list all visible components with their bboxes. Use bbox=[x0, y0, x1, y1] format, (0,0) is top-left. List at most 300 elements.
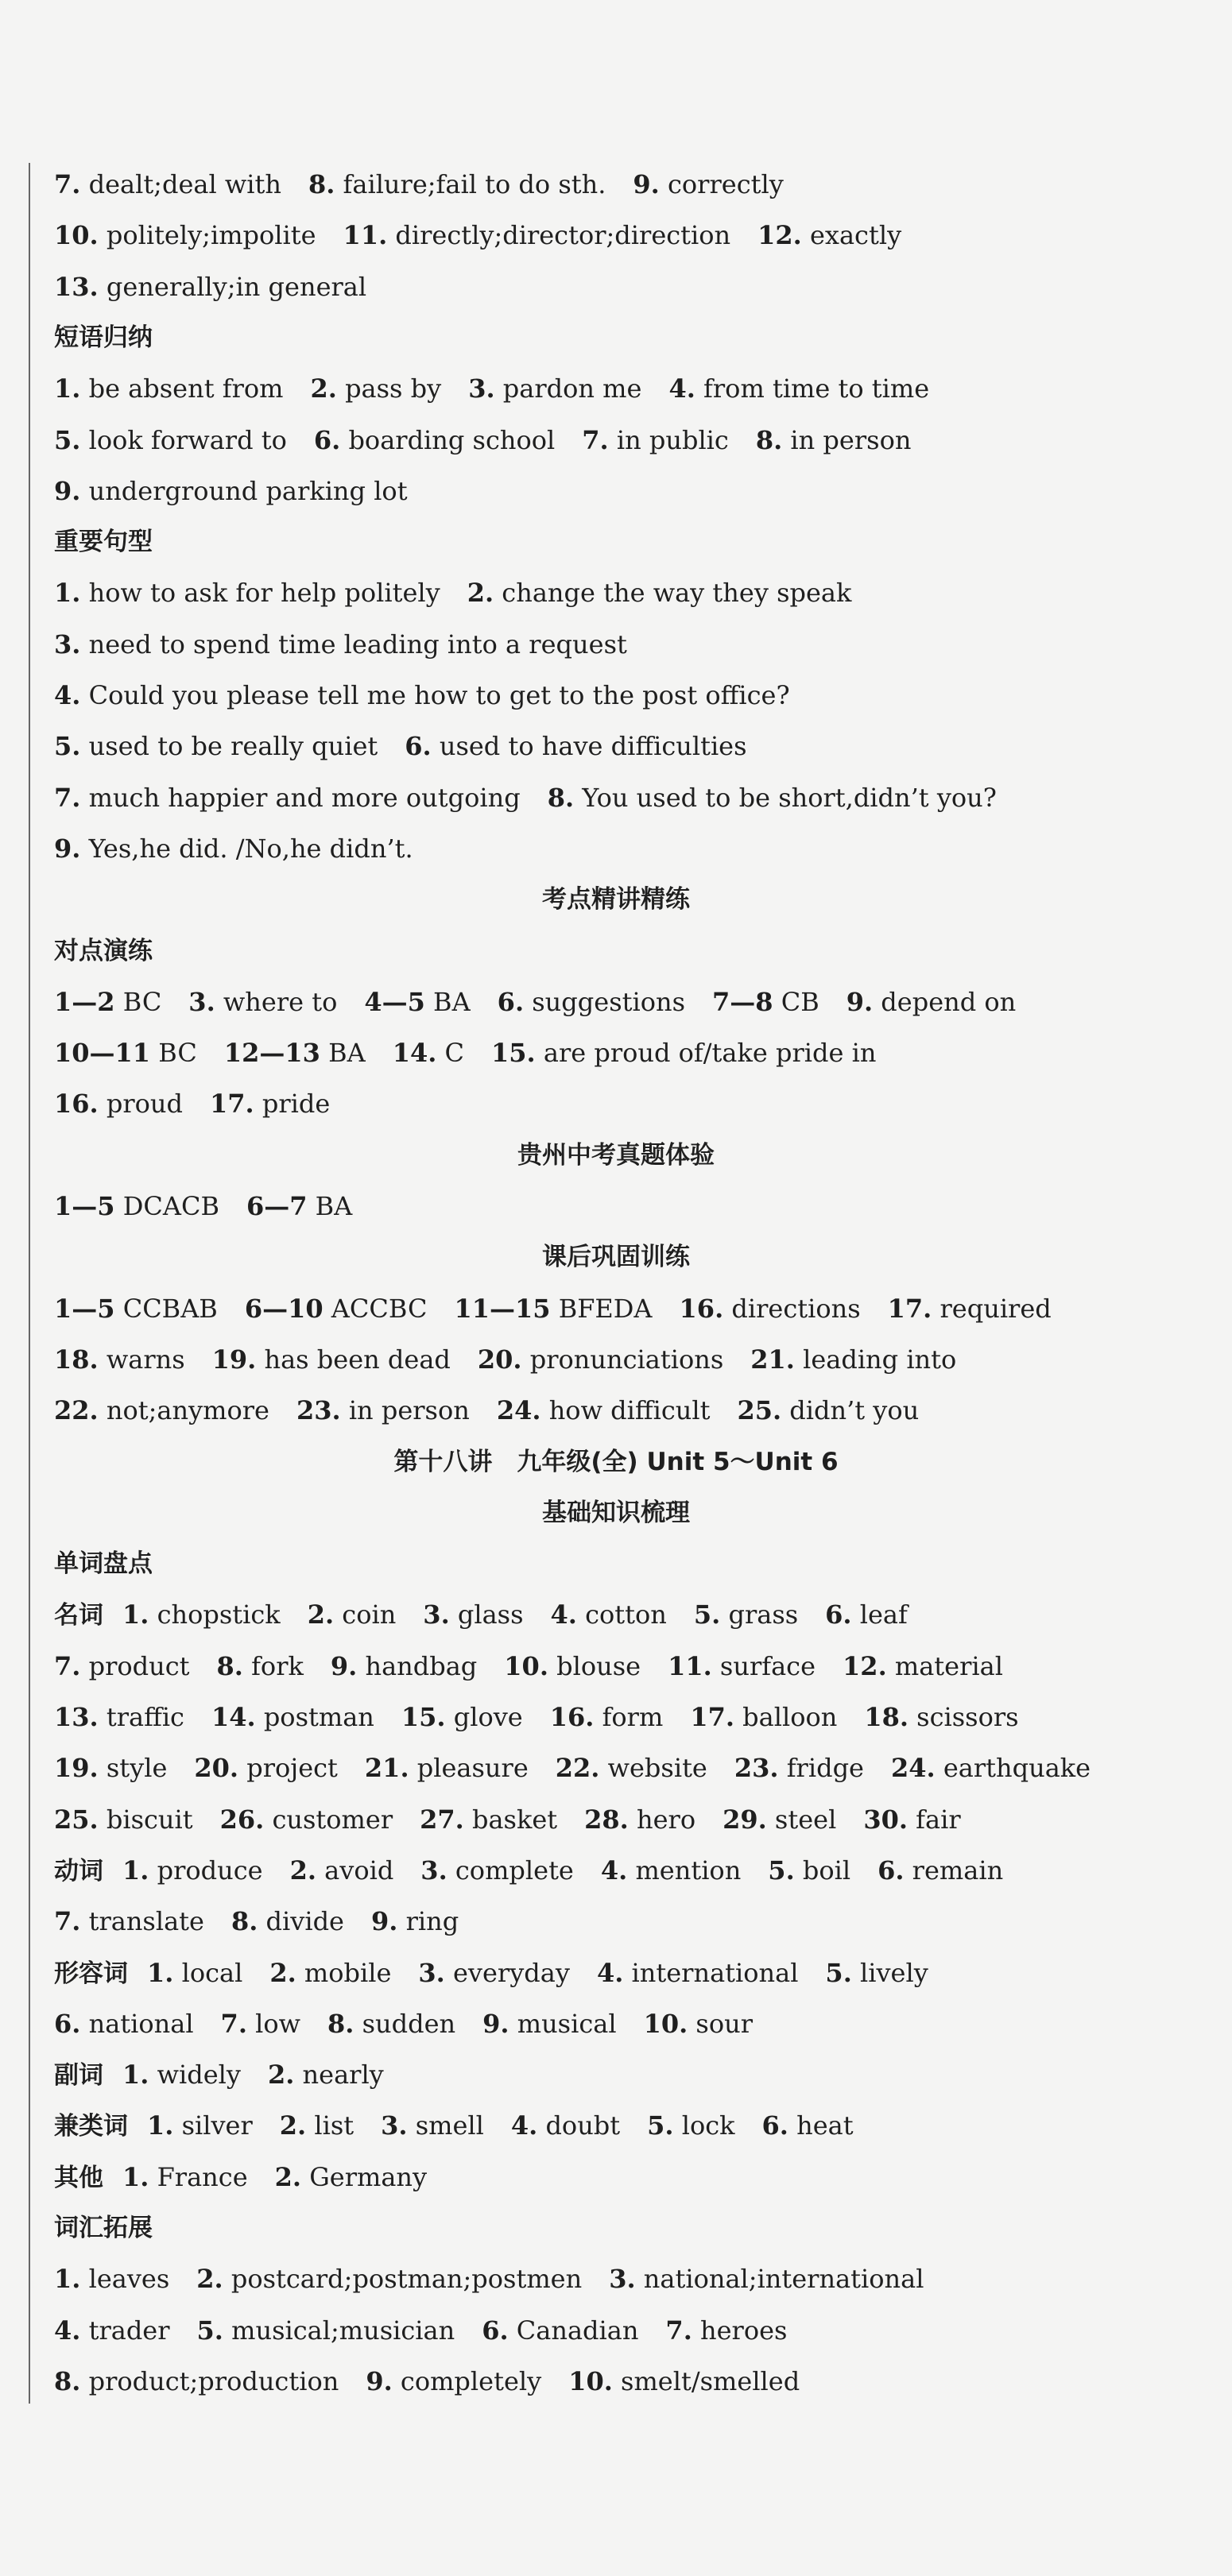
item-number: 23. bbox=[734, 1753, 779, 1784]
answer-item bbox=[864, 1702, 1018, 1732]
item-number: 3. bbox=[418, 1957, 445, 1988]
answer-line bbox=[54, 674, 1199, 717]
item-number: 2. bbox=[307, 1599, 335, 1630]
item-text: silver bbox=[181, 2110, 253, 2141]
answer-line bbox=[54, 1593, 1199, 1636]
item-text: national;international bbox=[643, 2264, 924, 2295]
answer-line bbox=[54, 2257, 1199, 2300]
answer-line bbox=[54, 1798, 1199, 1841]
item-text: postman bbox=[263, 1702, 374, 1732]
item-number: 8. bbox=[54, 2365, 81, 2396]
item-text: proud bbox=[106, 1089, 183, 1120]
answer-item bbox=[122, 1599, 281, 1630]
item-number: 23. bbox=[296, 1395, 341, 1426]
item-text: pardon me bbox=[502, 373, 642, 404]
answer-item bbox=[888, 1294, 1052, 1324]
answer-item bbox=[211, 1702, 374, 1732]
answer-item bbox=[381, 2110, 484, 2141]
item-text: material bbox=[894, 1650, 1003, 1681]
item-number: 14. bbox=[211, 1702, 256, 1732]
item-text: BA bbox=[315, 1191, 353, 1221]
item-number: 24. bbox=[496, 1395, 541, 1426]
section-title: 基础知识梳理 bbox=[542, 1498, 690, 1527]
item-text: how to ask for help politely bbox=[88, 578, 440, 609]
item-text: widely bbox=[157, 2060, 241, 2091]
item-text: in person bbox=[790, 424, 912, 455]
answer-item bbox=[268, 2060, 384, 2090]
item-text: much happier and more outgoing bbox=[88, 782, 521, 813]
item-text: hero bbox=[636, 1804, 696, 1835]
answer-item bbox=[210, 1089, 330, 1119]
item-text: BC bbox=[122, 986, 162, 1017]
answer-line bbox=[54, 1031, 1199, 1074]
answer-line bbox=[54, 2360, 1199, 2403]
answer-item bbox=[420, 1804, 557, 1835]
answer-item bbox=[734, 1753, 864, 1783]
item-text: BA bbox=[328, 1038, 366, 1069]
answer-item bbox=[768, 1855, 850, 1886]
item-number: 7. bbox=[220, 2008, 247, 2039]
answer-item bbox=[454, 1294, 652, 1324]
answer-item bbox=[863, 1804, 960, 1835]
item-text: need to spend time leading into a request bbox=[88, 629, 627, 659]
item-number: 4. bbox=[600, 1855, 628, 1886]
item-number: 12. bbox=[757, 220, 802, 251]
answer-item bbox=[54, 1804, 193, 1835]
answer-item bbox=[217, 1651, 304, 1681]
section-heading: 词汇拓展 bbox=[54, 2214, 153, 2242]
item-number: 4. bbox=[550, 1599, 577, 1630]
answer-item bbox=[633, 169, 783, 199]
answer-line bbox=[54, 1389, 1199, 1432]
item-text: sudden bbox=[362, 2008, 456, 2039]
answer-item bbox=[54, 1191, 219, 1221]
item-text: has been dead bbox=[264, 1344, 451, 1375]
answer-item bbox=[609, 2264, 924, 2294]
answer-item bbox=[757, 220, 901, 250]
item-text: in public bbox=[616, 424, 729, 455]
item-text: France bbox=[157, 2161, 248, 2192]
answer-item bbox=[314, 425, 555, 455]
item-number: 1—5 bbox=[54, 1191, 115, 1221]
item-text: musical;musician bbox=[231, 2315, 455, 2346]
item-number: 1. bbox=[122, 1855, 149, 1886]
item-number: 15. bbox=[491, 1038, 536, 1069]
answer-item bbox=[212, 1344, 451, 1375]
item-text: politely;impolite bbox=[106, 220, 316, 251]
item-number: 1. bbox=[147, 2110, 174, 2141]
item-number: 9. bbox=[54, 833, 81, 864]
item-text: boarding school bbox=[348, 424, 556, 455]
item-number: 1. bbox=[54, 578, 81, 609]
word-class-label: 名词 bbox=[54, 1601, 103, 1630]
item-text: used to have difficulties bbox=[439, 731, 747, 762]
answer-item bbox=[54, 1651, 190, 1681]
answer-item bbox=[54, 1344, 185, 1375]
word-class-label: 兼类词 bbox=[54, 2112, 128, 2141]
item-text: avoid bbox=[324, 1855, 394, 1886]
item-text: failure;fail to do sth. bbox=[343, 169, 606, 199]
item-number: 20. bbox=[477, 1344, 522, 1375]
item-number: 2. bbox=[269, 1957, 296, 1988]
item-number: 10. bbox=[568, 2365, 613, 2396]
answer-item bbox=[365, 1753, 529, 1783]
answer-line bbox=[54, 725, 1199, 768]
item-number: 1. bbox=[147, 1957, 174, 1988]
item-text: produce bbox=[157, 1855, 263, 1886]
item-number: 7. bbox=[54, 1650, 81, 1681]
item-number: 1—5 bbox=[54, 1293, 115, 1324]
answer-line bbox=[54, 163, 1199, 206]
item-number: 8. bbox=[327, 2008, 354, 2039]
item-number: 2. bbox=[310, 373, 337, 404]
answer-item bbox=[280, 2110, 354, 2141]
answer-item bbox=[54, 1089, 183, 1119]
item-number: 3. bbox=[381, 2110, 408, 2141]
item-text: are proud of/take pride in bbox=[543, 1038, 877, 1069]
item-number: 10. bbox=[54, 220, 99, 251]
item-text: suggestions bbox=[532, 986, 685, 1017]
answer-item bbox=[194, 1753, 338, 1783]
answer-item bbox=[690, 1702, 837, 1732]
answer-item bbox=[269, 1958, 391, 1988]
item-number: 9. bbox=[366, 2365, 393, 2396]
answer-item bbox=[878, 1855, 1003, 1886]
section-heading: 单词盘点 bbox=[54, 1549, 153, 1579]
item-number: 18. bbox=[54, 1344, 99, 1375]
item-number: 18. bbox=[864, 1702, 909, 1732]
item-text: depend on bbox=[881, 986, 1017, 1017]
item-text: international bbox=[631, 1957, 799, 1988]
item-text: steel bbox=[774, 1804, 837, 1835]
item-number: 4. bbox=[596, 1957, 624, 1988]
answer-item bbox=[491, 1038, 876, 1068]
item-text: pronunciations bbox=[529, 1344, 724, 1375]
item-number: 30. bbox=[863, 1804, 908, 1835]
item-number: 1. bbox=[122, 1599, 149, 1630]
item-text: in person bbox=[348, 1395, 470, 1426]
item-number: 5. bbox=[54, 731, 81, 762]
item-number: 5. bbox=[768, 1855, 795, 1886]
item-number: 26. bbox=[219, 1804, 265, 1835]
word-class-label: 其他 bbox=[54, 2163, 103, 2192]
item-text: leaf bbox=[859, 1599, 908, 1630]
answer-line bbox=[54, 214, 1199, 257]
item-text: sour bbox=[695, 2008, 753, 2039]
item-text: leading into bbox=[803, 1344, 957, 1375]
item-text: change the way they speak bbox=[502, 578, 852, 609]
item-text: lock bbox=[681, 2110, 735, 2141]
item-number: 2. bbox=[289, 1855, 316, 1886]
item-number: 7. bbox=[54, 169, 81, 199]
item-number: 8. bbox=[308, 169, 335, 199]
answer-line bbox=[54, 2002, 1199, 2045]
answer-item bbox=[366, 2366, 541, 2396]
word-class-label: 副词 bbox=[54, 2061, 103, 2091]
answer-item bbox=[723, 1804, 836, 1835]
item-number: 13. bbox=[54, 1702, 99, 1732]
answer-line bbox=[54, 2104, 1199, 2147]
answer-item bbox=[825, 1958, 928, 1988]
answer-item bbox=[308, 169, 606, 199]
answer-item bbox=[147, 1958, 242, 1988]
answer-item bbox=[54, 373, 283, 404]
item-text: pass by bbox=[345, 373, 442, 404]
item-number: 5. bbox=[196, 2315, 223, 2346]
answer-item bbox=[418, 1958, 570, 1988]
item-number: 7. bbox=[54, 1906, 81, 1937]
item-number: 2. bbox=[467, 578, 494, 609]
item-number: 6—10 bbox=[244, 1293, 323, 1324]
item-number: 8. bbox=[547, 782, 575, 813]
item-number: 6. bbox=[761, 2110, 788, 2141]
item-text: glove bbox=[453, 1702, 523, 1732]
item-number: 1. bbox=[122, 2161, 149, 2192]
section-heading: 短语归纳 bbox=[54, 323, 153, 352]
item-text: smelt/smelled bbox=[621, 2365, 800, 2396]
item-text: CB bbox=[781, 986, 819, 1017]
item-text: used to be really quiet bbox=[88, 731, 378, 762]
answer-item bbox=[54, 425, 287, 455]
answer-item bbox=[568, 2366, 800, 2396]
answer-item bbox=[54, 1395, 269, 1425]
item-number: 16. bbox=[54, 1089, 99, 1120]
answer-item bbox=[290, 1855, 394, 1886]
item-number: 7. bbox=[582, 424, 609, 455]
item-number: 4. bbox=[54, 680, 81, 710]
section-title: 课后巩固训练 bbox=[542, 1243, 690, 1272]
item-number: 8. bbox=[231, 1906, 258, 1937]
answer-item bbox=[220, 1804, 393, 1835]
answer-item bbox=[197, 2315, 455, 2346]
item-text: dealt;deal with bbox=[88, 169, 281, 199]
item-text: complete bbox=[455, 1855, 574, 1886]
item-text: balloon bbox=[742, 1702, 838, 1732]
item-number: 10. bbox=[643, 2008, 688, 2039]
answer-item bbox=[420, 1855, 574, 1886]
item-text: mobile bbox=[304, 1957, 392, 1988]
item-number: 3. bbox=[188, 986, 215, 1017]
answer-item bbox=[482, 2009, 616, 2039]
item-number: 15. bbox=[401, 1702, 446, 1732]
answer-line bbox=[54, 1951, 1199, 1994]
answer-item bbox=[847, 987, 1017, 1017]
answer-item bbox=[308, 1599, 397, 1630]
answer-item bbox=[54, 1294, 218, 1324]
item-text: directly;director;direction bbox=[395, 220, 731, 251]
answer-line bbox=[54, 1696, 1199, 1739]
item-number: 11. bbox=[668, 1650, 712, 1681]
item-text: CCBAB bbox=[122, 1293, 218, 1324]
item-text: glass bbox=[457, 1599, 524, 1630]
item-number: 11—15 bbox=[454, 1293, 551, 1324]
item-number: 17. bbox=[887, 1293, 932, 1324]
answer-item bbox=[511, 2110, 620, 2141]
word-class-label: 形容词 bbox=[54, 1959, 128, 1988]
item-text: not;anymore bbox=[106, 1395, 269, 1426]
item-text: Germany bbox=[309, 2161, 428, 2192]
item-text: C bbox=[444, 1038, 465, 1069]
answer-item bbox=[891, 1753, 1091, 1783]
item-number: 1. bbox=[54, 373, 81, 404]
word-class-label: 动词 bbox=[54, 1856, 103, 1886]
item-number: 20. bbox=[194, 1753, 239, 1784]
item-number: 19. bbox=[54, 1753, 99, 1784]
answer-item bbox=[246, 1191, 352, 1221]
answer-item bbox=[54, 1702, 184, 1732]
answer-item bbox=[54, 476, 408, 506]
answer-item bbox=[54, 783, 521, 813]
section-title: 第十八讲 九年级(全) Unit 5～Unit 6 bbox=[393, 1447, 839, 1476]
item-number: 7. bbox=[54, 782, 81, 813]
answer-item bbox=[327, 2009, 455, 2039]
item-text: musical bbox=[517, 2008, 617, 2039]
answer-item bbox=[331, 1651, 477, 1681]
item-number: 25. bbox=[737, 1395, 782, 1426]
item-text: national bbox=[88, 2008, 194, 2039]
answer-item bbox=[712, 987, 819, 1017]
answer-line bbox=[54, 2156, 1199, 2199]
item-text: You used to be short,didn’t you? bbox=[582, 782, 997, 813]
item-number: 2. bbox=[274, 2161, 302, 2192]
answer-item bbox=[122, 2162, 248, 2192]
answer-item bbox=[750, 1344, 956, 1375]
item-number: 6. bbox=[825, 1599, 852, 1630]
item-text: translate bbox=[88, 1906, 204, 1937]
item-text: fork bbox=[251, 1650, 304, 1681]
answer-line bbox=[54, 1082, 1199, 1125]
answer-item bbox=[843, 1651, 1003, 1681]
item-number: 1. bbox=[54, 2264, 81, 2295]
item-text: BFEDA bbox=[558, 1293, 653, 1324]
left-margin-rule bbox=[29, 163, 30, 2404]
item-text: handbag bbox=[365, 1650, 478, 1681]
item-number: 9. bbox=[330, 1650, 358, 1681]
answer-item bbox=[582, 425, 729, 455]
item-text: surface bbox=[719, 1650, 816, 1681]
answer-item bbox=[665, 2315, 787, 2346]
answer-line bbox=[54, 1900, 1199, 1943]
answer-item bbox=[364, 987, 470, 1017]
section-title: 考点精讲精练 bbox=[542, 885, 690, 915]
answer-item bbox=[54, 680, 790, 710]
item-text: fair bbox=[916, 1804, 961, 1835]
answer-line bbox=[54, 981, 1199, 1023]
answer-line bbox=[54, 827, 1199, 870]
answer-item bbox=[597, 1958, 798, 1988]
item-text: exactly bbox=[809, 220, 902, 251]
answer-line bbox=[54, 419, 1199, 462]
item-text: warns bbox=[106, 1344, 185, 1375]
item-text: product;production bbox=[88, 2365, 339, 2396]
answer-line bbox=[54, 1849, 1199, 1892]
answer-item bbox=[668, 1651, 816, 1681]
answer-item bbox=[310, 373, 441, 404]
answer-line bbox=[54, 776, 1199, 819]
item-number: 2. bbox=[279, 2110, 307, 2141]
answer-item bbox=[122, 1855, 263, 1886]
item-number: 5. bbox=[54, 424, 81, 455]
item-text: DCACB bbox=[122, 1191, 219, 1221]
answer-item bbox=[188, 987, 337, 1017]
item-number: 24. bbox=[890, 1753, 936, 1784]
answer-item bbox=[54, 987, 161, 1017]
item-number: 3. bbox=[468, 373, 495, 404]
answer-item bbox=[54, 2315, 170, 2346]
answer-line bbox=[54, 367, 1199, 410]
item-text: doubt bbox=[545, 2110, 621, 2141]
item-text: pleasure bbox=[416, 1753, 529, 1784]
item-number: 22. bbox=[54, 1395, 99, 1426]
item-text: coin bbox=[342, 1599, 397, 1630]
answer-item bbox=[54, 834, 413, 864]
item-text: low bbox=[255, 2008, 301, 2039]
answer-item bbox=[694, 1599, 798, 1630]
item-text: grass bbox=[728, 1599, 799, 1630]
item-number: 6. bbox=[497, 986, 525, 1017]
item-text: product bbox=[88, 1650, 190, 1681]
answer-item bbox=[343, 220, 731, 250]
answer-item bbox=[371, 1906, 459, 1936]
item-text: completely bbox=[400, 2365, 542, 2396]
item-number: 12—13 bbox=[223, 1038, 320, 1069]
answer-line bbox=[54, 1185, 1199, 1228]
answer-item bbox=[54, 2009, 194, 2039]
item-number: 29. bbox=[723, 1804, 767, 1835]
item-text: look forward to bbox=[88, 424, 287, 455]
answer-item bbox=[231, 1906, 344, 1936]
item-number: 21. bbox=[364, 1753, 409, 1784]
item-text: how difficult bbox=[548, 1395, 711, 1426]
item-number: 5. bbox=[693, 1599, 721, 1630]
answer-item bbox=[644, 2009, 753, 2039]
item-text: customer bbox=[272, 1804, 393, 1835]
answer-item bbox=[478, 1344, 723, 1375]
answer-item bbox=[54, 1906, 204, 1936]
item-text: cotton bbox=[585, 1599, 667, 1630]
item-number: 13. bbox=[54, 271, 99, 302]
item-text: heat bbox=[796, 2110, 854, 2141]
answer-item bbox=[147, 2110, 253, 2141]
item-number: 8. bbox=[755, 424, 783, 455]
item-number: 6—7 bbox=[246, 1191, 308, 1221]
item-number: 9. bbox=[54, 475, 81, 506]
section-heading: 对点演练 bbox=[54, 936, 153, 965]
item-text: Could you please tell me how to get to the post office? bbox=[88, 680, 790, 710]
answer-item bbox=[54, 629, 627, 659]
item-number: 14. bbox=[392, 1038, 437, 1069]
item-text: heroes bbox=[700, 2315, 788, 2346]
item-number: 6. bbox=[313, 424, 341, 455]
item-text: divide bbox=[265, 1906, 344, 1937]
item-text: Yes,he did. /No,he didn’t. bbox=[88, 833, 413, 864]
answer-item bbox=[550, 1702, 664, 1732]
answer-item bbox=[54, 1038, 197, 1068]
item-text: BA bbox=[433, 986, 471, 1017]
answer-line bbox=[54, 1287, 1199, 1330]
item-number: 19. bbox=[211, 1344, 257, 1375]
item-number: 3. bbox=[609, 2264, 636, 2295]
item-number: 21. bbox=[750, 1344, 795, 1375]
item-number: 17. bbox=[209, 1089, 254, 1120]
answer-item bbox=[54, 578, 440, 608]
item-text: blouse bbox=[556, 1650, 641, 1681]
item-text: be absent from bbox=[88, 373, 284, 404]
item-text: ACCBC bbox=[331, 1293, 428, 1324]
answer-item bbox=[296, 1395, 470, 1425]
answer-item bbox=[497, 1395, 711, 1425]
item-number: 11. bbox=[343, 220, 388, 251]
